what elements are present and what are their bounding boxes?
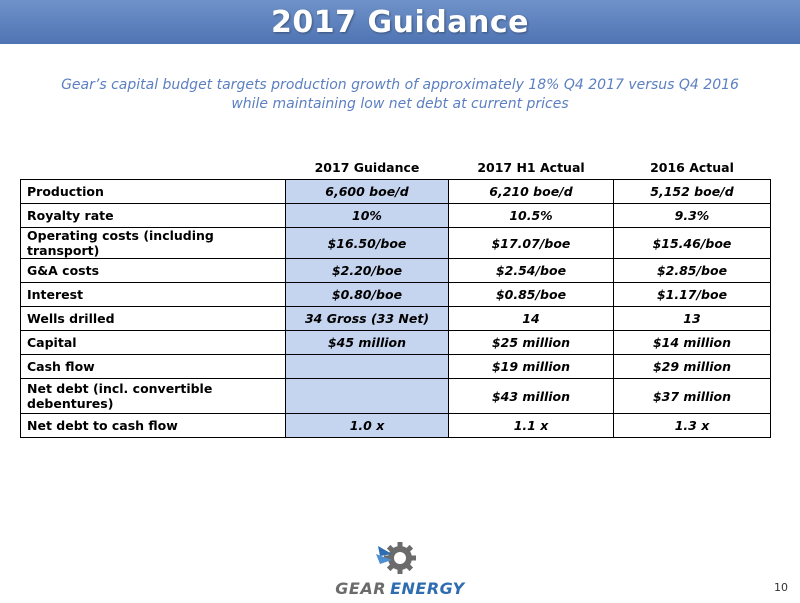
cell-h1: $19 million [449, 355, 614, 379]
slide-subtitle [40, 76, 760, 114]
table-row [21, 283, 771, 307]
cell-guidance: 34 Gross (33 Net) [286, 307, 449, 331]
row-label: G&A costs [21, 259, 286, 283]
subtitle-line-1: Gear’s capital budget targets production growth of approximately 18% Q4 2017 versus Q4 2016 [61, 77, 739, 93]
row-label: Operating costs (including transport) [21, 228, 286, 259]
logo-text-gear: GEAR [335, 579, 387, 598]
cell-guidance: $2.20/boe [286, 259, 449, 283]
row-label: Capital [21, 331, 286, 355]
cell-guidance: 1.0 x [286, 414, 449, 438]
cell-2016: $14 million [614, 331, 771, 355]
cell-2016: 1.3 x [614, 414, 771, 438]
table-row [21, 355, 771, 379]
cell-guidance [286, 379, 449, 414]
cell-2016: $15.46/boe [614, 228, 771, 259]
header-2017-h1-actual: 2017 H1 Actual [477, 159, 585, 175]
row-label: Interest [21, 283, 286, 307]
gear-logo-icon [320, 540, 480, 598]
cell-2016: 9.3% [614, 204, 771, 228]
row-label: Wells drilled [21, 307, 286, 331]
cell-guidance: 6,600 boe/d [286, 180, 449, 204]
gear-energy-logo [320, 540, 480, 598]
cell-h1: 1.1 x [449, 414, 614, 438]
header-2017-guidance: 2017 Guidance [314, 159, 420, 175]
header-blank [21, 155, 286, 180]
cell-h1: $25 million [449, 331, 614, 355]
cell-h1: $0.85/boe [449, 283, 614, 307]
svg-text:GEARENERGY [335, 579, 465, 598]
table-row [21, 204, 771, 228]
table-row [21, 228, 771, 259]
cell-guidance: 10% [286, 204, 449, 228]
row-label: Net debt (incl. convertible debentures) [21, 379, 286, 414]
cell-2016: $29 million [614, 355, 771, 379]
row-label: Cash flow [21, 355, 286, 379]
cell-guidance: $16.50/boe [286, 228, 449, 259]
cell-h1: 6,210 boe/d [449, 180, 614, 204]
slide-title: 2017 Guidance [271, 4, 529, 40]
table-row [21, 307, 771, 331]
row-label: Net debt to cash flow [21, 414, 286, 438]
cell-2016: $1.17/boe [614, 283, 771, 307]
cell-h1: $43 million [449, 379, 614, 414]
cell-h1: 14 [449, 307, 614, 331]
header-2016-actual: 2016 Actual [650, 159, 734, 175]
cell-h1: $17.07/boe [449, 228, 614, 259]
table-row [21, 180, 771, 204]
cell-2016: 13 [614, 307, 771, 331]
cell-2016: $37 million [614, 379, 771, 414]
table-row [21, 379, 771, 414]
subtitle-line-2: while maintaining low net debt at current prices [231, 96, 569, 112]
logo-text-energy: ENERGY [390, 579, 465, 598]
cell-h1: 10.5% [449, 204, 614, 228]
row-label: Royalty rate [21, 204, 286, 228]
row-label: Production [21, 180, 286, 204]
cell-2016: 5,152 boe/d [614, 180, 771, 204]
title-bar [0, 0, 800, 44]
cell-guidance [286, 355, 449, 379]
guidance-table [20, 155, 771, 438]
cell-2016: $2.85/boe [614, 259, 771, 283]
cell-guidance: $0.80/boe [286, 283, 449, 307]
table-row [21, 331, 771, 355]
page-number: 10 [774, 581, 788, 594]
cell-guidance: $45 million [286, 331, 449, 355]
cell-h1: $2.54/boe [449, 259, 614, 283]
table-row [21, 414, 771, 438]
table-row [21, 259, 771, 283]
table-header-row [21, 155, 771, 180]
